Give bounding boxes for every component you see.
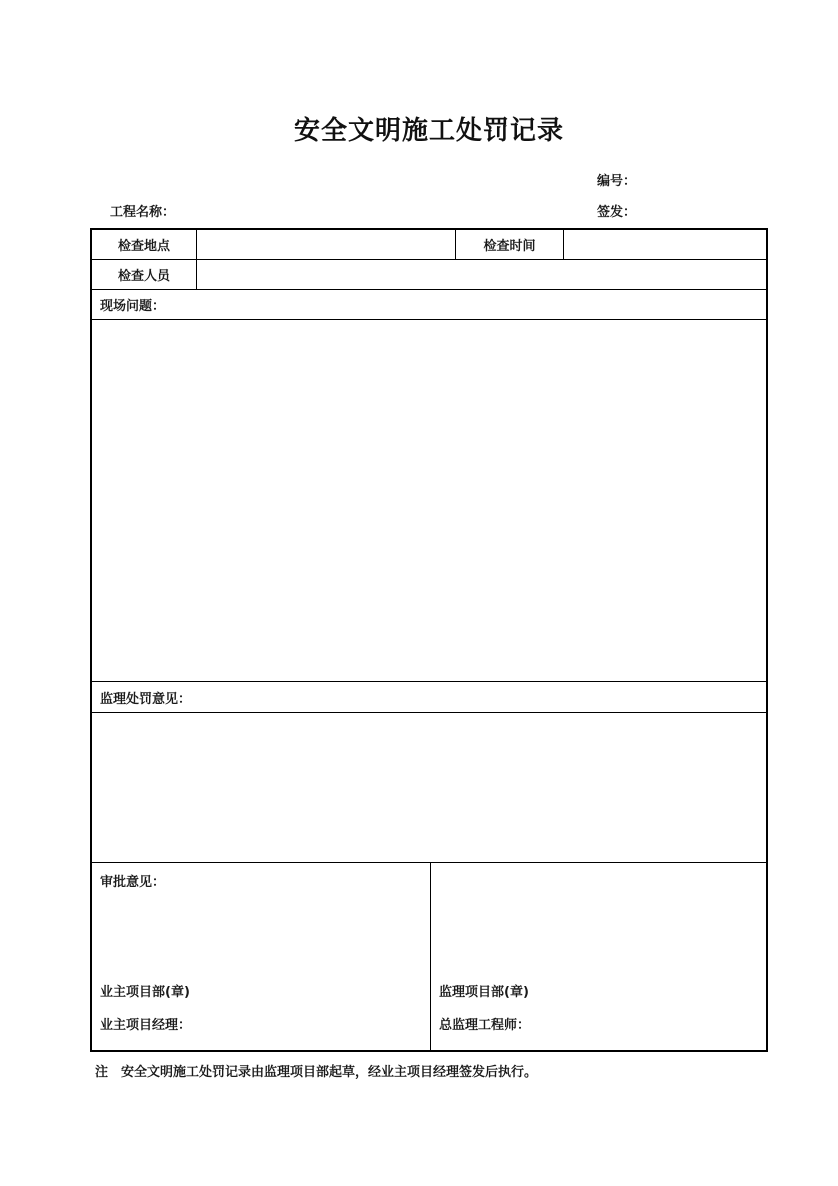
penalty-opinion-label-row — [92, 682, 766, 713]
approval-row — [92, 863, 766, 1050]
footer-note: 注 安全文明施工处罚记录由监理项目部起草，经业主项目经理签发后执行。 — [95, 1065, 538, 1080]
inspection-personnel-value[interactable] — [197, 260, 766, 289]
approval-left-cell — [92, 863, 431, 1050]
inspection-row-2 — [92, 260, 766, 290]
inspection-location-label: 检查地点 — [92, 230, 197, 259]
page-title: 安全文明施工处罚记录 — [293, 116, 564, 146]
supervision-dept-seal-label: 监理项目部(章) — [439, 985, 529, 1000]
record-form-table — [90, 228, 768, 1052]
penalty-opinion-label: 监理处罚意见： — [100, 691, 192, 707]
approval-opinion-label: 审批意见： — [100, 875, 166, 890]
site-problems-label-row — [92, 290, 766, 320]
inspection-location-value[interactable] — [197, 230, 456, 259]
supervision-sign-block — [431, 976, 766, 1050]
chief-engineer-signature-line — [439, 1009, 766, 1042]
owner-manager-label: 业主项目经理： — [100, 1018, 192, 1033]
issue-field-row — [597, 201, 696, 220]
number-field-row — [597, 170, 696, 189]
inspection-time-value[interactable] — [564, 230, 766, 259]
site-problems-content-row — [92, 320, 766, 682]
inspection-row-1 — [92, 230, 766, 260]
project-name-label: 工程名称： — [110, 205, 176, 220]
penalty-opinion-content[interactable] — [92, 713, 766, 862]
chief-engineer-label: 总监理工程师： — [439, 1018, 531, 1033]
project-name-field-row — [110, 201, 235, 220]
site-problems-label: 现场问题： — [100, 299, 166, 314]
owner-dept-seal-label: 业主项目部(章) — [100, 985, 190, 1000]
number-label: 编号： — [597, 174, 637, 189]
site-problems-content[interactable] — [92, 320, 766, 681]
inspection-time-label: 检查时间 — [456, 230, 564, 259]
approval-right-cell — [431, 863, 766, 1050]
penalty-opinion-content-row — [92, 713, 766, 863]
owner-manager-signature-line — [100, 1009, 430, 1042]
issue-label: 签发： — [597, 205, 637, 220]
owner-sign-block — [92, 976, 430, 1050]
inspection-personnel-label: 检查人员 — [92, 260, 197, 289]
